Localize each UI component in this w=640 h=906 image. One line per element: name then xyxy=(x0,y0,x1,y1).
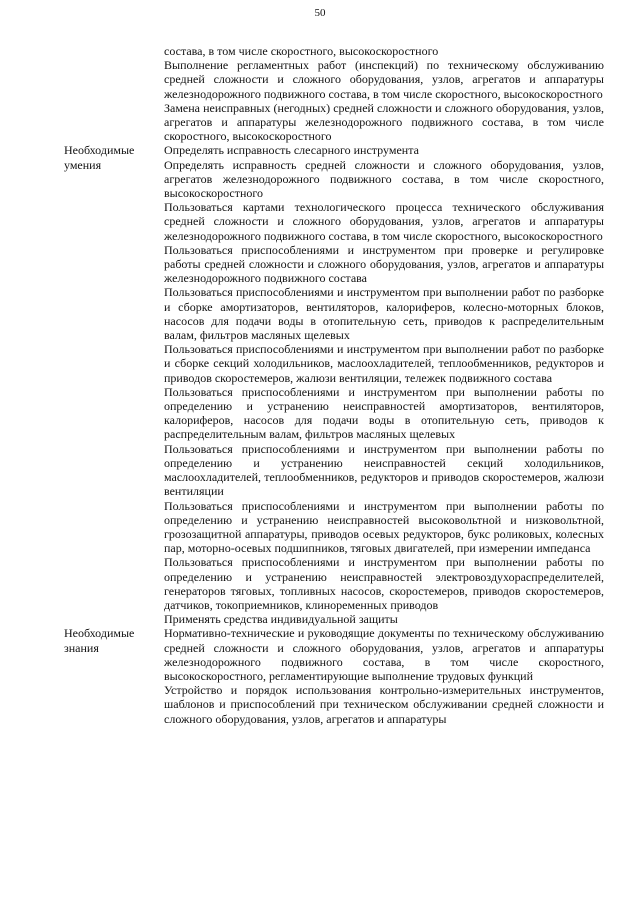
list-item: Нормативно-технические и руководящие документы по техническому обслуживанию средней сложности и сложного оборудования, узлов, агрегатов и аппаратуры железнодорожного подвижного состава, в том числе скоростного, высокоскоростного, регламентирующие выполнение трудовых функций xyxy=(164,626,604,683)
table-row-knowledge xyxy=(0,626,640,725)
list-item: Применять средства индивидуальной защиты xyxy=(164,612,398,627)
list-item: Определять исправность средней сложности и сложного оборудования, узлов, агрегатов железнодорожного подвижного состава, в том числе скоростного, высокоскоростного xyxy=(164,157,604,201)
list-item: Пользоваться приспособлениями и инструментом при выполнении работы по определению и устранению неисправностей амортизаторов, вентиляторов, калориферов, насосов для подачи воды в отопительную сеть, приводов к распределительным валам, фильтров масляных щелевых xyxy=(164,384,604,442)
list-item: Пользоваться приспособлениями и инструментом при выполнении работы по определению и устранению неисправностей высоковольтной и низковольтной, грозозащитной аппаратуры, приводов осевых редукторов, букс роликовых, колесных пар, моторно-осевых подшипников, тяговых двигателей, при измерении импеданса xyxy=(164,498,604,556)
list-item: Пользоваться приспособлениями и инструментом при выполнении работы по определению и устранению неисправностей секций холодильников, маслоохладителей, теплообменников, редукторов и приводов скоростемеров, жалюзи вентиляции xyxy=(164,441,604,499)
list-item: Пользоваться картами технологического процесса технического обслуживания средней сложности и сложного оборудования, узлов, агрегатов и аппаратуры железнодорожного подвижного состава, в том числе скоростного, высокоскоростного xyxy=(164,200,604,243)
list-item: Пользоваться приспособлениями и инструментом при проверке и регулировке работы средней сложности и сложного оборудования, узлов, агрегатов и аппаратуры железнодорожного подвижного состава xyxy=(164,242,604,286)
list-item: Замена неисправных (негодных) средней сложности и сложного оборудования, узлов, агрегатов и аппаратуры железнодорожного подвижного состава, в том числе скоростного, высокоскоростного xyxy=(164,100,604,144)
row-items xyxy=(164,626,604,725)
requirements-table xyxy=(0,44,640,726)
list-item: Пользоваться приспособлениями и инструментом при выполнении работы по определению и устранению неисправностей электровоздухораспределителей, генераторов тяговых, топливных насосов, скоростемеров, приводов скоростемеров, датчиков, токоприемников, клиноременных приводов xyxy=(164,555,604,612)
list-item: Пользоваться приспособлениями и инструментом при выполнении работ по разборке и сборке секций холодильников, маслоохладителей, теплообменников, редукторов и приводов скоростемеров, жалюзи вентиляции, тележек подвижного состава xyxy=(164,342,604,385)
table-row-continuation xyxy=(0,44,640,143)
list-item: Выполнение регламентных работ (инспекций) по техническому обслуживанию средней сложности и сложного оборудования, узлов, агрегатов и аппаратуры железнодорожного подвижного состава, в том числе скоростного, высокоскоростного xyxy=(164,58,604,101)
list-item: Пользоваться приспособлениями и инструментом при выполнении работ по разборке и сборке амортизаторов, вентиляторов, калориферов, колесно-моторных блоков, насосов для подачи воды в отопительную сеть, приводов к распределительным валам, фильтров масляных щелевых xyxy=(164,285,604,343)
row-items xyxy=(164,143,604,626)
table-row-skills xyxy=(0,143,640,626)
list-item: Определять исправность слесарного инструмента xyxy=(164,143,419,158)
row-items xyxy=(164,44,604,143)
list-item: Устройство и порядок использования контрольно-измерительных инструментов, шаблонов и приспособлений при техническом обслуживании средней сложности и сложного оборудования, узлов, агрегатов и аппаратуры xyxy=(164,683,604,726)
list-item: состава, в том числе скоростного, высокоскоростного xyxy=(164,44,439,58)
row-label: Необходимые знания xyxy=(64,626,135,655)
page-number: 50 xyxy=(314,7,326,19)
row-label: Необходимые умения xyxy=(64,143,135,172)
